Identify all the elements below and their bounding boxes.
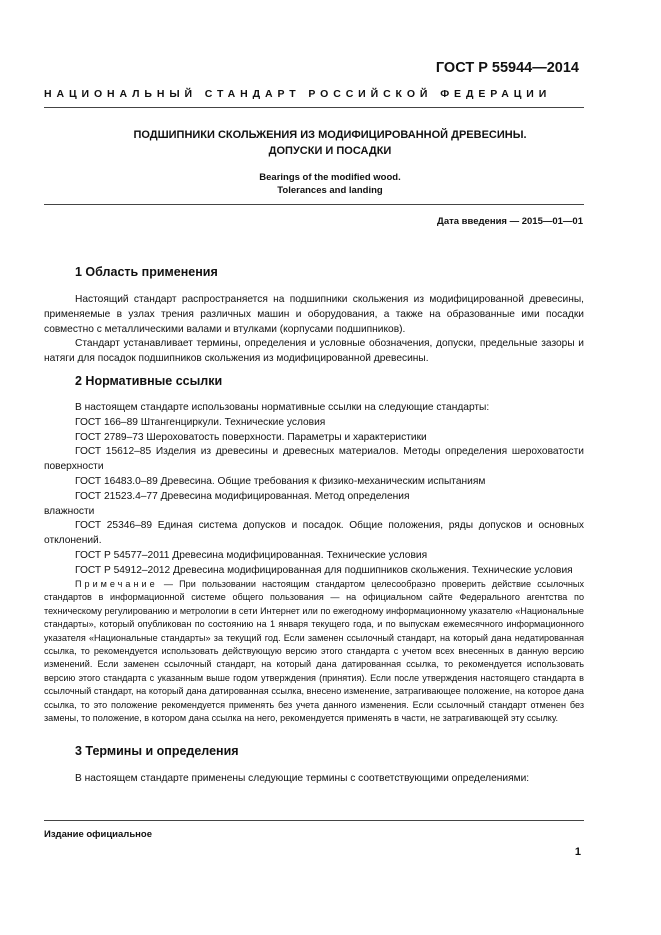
document-code: ГОСТ Р 55944—2014 xyxy=(435,60,579,76)
title-rule xyxy=(44,204,584,205)
reference-item: ГОСТ 25346–89 Единая система допусков и посадок. Общие положения, ряды допусков и основных отклонений. xyxy=(44,520,584,547)
header-rule xyxy=(44,107,584,108)
reference-item: ГОСТ Р 54912–2012 Древесина модифицированная для подшипников скольжения. Технические условия xyxy=(75,564,573,576)
section-3-intro: В настоящем стандарте применены следующие термины с соответствующими определениями: xyxy=(75,773,530,784)
references-note xyxy=(44,578,584,725)
section-1-paragraph-1: Настоящий стандарт распространяется на подшипники скольжения из модифицированной древесины, применяемые в узлах трения различных машин и оборудования, а также на образованные ими посадки совместно с металлическими валами и втулками (корпусами подшипников). xyxy=(44,294,584,335)
section-1-paragraph-2: Стандарт устанавливает термины, определения и условные обозначения, допуски, предельные зазоры и натяги для посадок подшипников скольжения из модифицированной древесины. xyxy=(44,338,584,365)
reference-item: ГОСТ 15612–85 Изделия из древесины и древесных материалов. Методы определения шероховатости поверхности xyxy=(44,446,584,473)
section-3-heading: 3 Термины и определения xyxy=(75,744,239,758)
references-intro: В настоящем стандарте использованы нормативные ссылки на следующие стандарты: xyxy=(75,402,490,413)
effective-date: Дата введения — 2015—01—01 xyxy=(437,216,583,227)
edition-label: Издание официальное xyxy=(44,829,152,840)
title-en-line1: Bearings of the modified wood. xyxy=(259,172,401,183)
reference-item: ГОСТ Р 54577–2011 Древесина модифицированная. Технические условия xyxy=(75,549,428,561)
reference-item: ГОСТ 21523.4–77 Древесина модифицированная. Метод определения xyxy=(75,490,410,502)
title-en-line2: Tolerances and landing xyxy=(277,185,383,196)
references-list xyxy=(44,401,584,579)
note-label: Примечание xyxy=(75,579,158,589)
note-text: — При пользовании настоящим стандартом целесообразно проверить действие ссылочных стандартов в информационной системе общего пользования — на официальном сайте Федерального агентства по техническому регулированию и метрологии в сети Интернет или по ежегодному информационному указателю «Национальные стандарты», который опубликован по состоянию на 1 января текущего года, и по выпускам ежемесячного информационного указателя «Национальные стандарты» за текущий год. Если заменен ссылочный стандарт, на который дана недатированная ссылка, то рекомендуется использовать действующую версию этого стандарта с учетом всех внесенных в данную версию изменений. Если заменен ссылочный стандарт, на который дана датированная ссылка, то рекомендуется использовать версию этого стандарта с указанным выше годом утверждения (принятия). Если после утверждения настоящего стандарта в ссылочный стандарт, на который дана датированная ссылка, внесено изменение, затрагивающее положение, на которое дана ссылка, то это положение рекомендуется применять без учета данного изменения. Если ссылочный стандарт отменен без замены, то положение, в котором дана ссылка на него, рекомендуется применять в части, не затрагивающей эту ссылку. xyxy=(44,579,584,724)
reference-item-wrap: влажности xyxy=(44,505,95,517)
title-ru-line2: ДОПУСКИ И ПОСАДКИ xyxy=(268,145,392,157)
reference-item: ГОСТ 2789–73 Шероховатость поверхности. Параметры и характеристики xyxy=(75,431,427,443)
section-2-heading: 2 Нормативные ссылки xyxy=(75,374,223,388)
section-3-body xyxy=(44,772,584,787)
page-number: 1 xyxy=(574,846,581,858)
reference-item: ГОСТ 166–89 Штангенциркули. Технические условия xyxy=(75,416,326,428)
title-ru-line1: ПОДШИПНИКИ СКОЛЬЖЕНИЯ ИЗ МОДИФИЦИРОВАННОЙ ДРЕВЕСИНЫ. xyxy=(133,129,527,141)
national-standard-banner: НАЦИОНАЛЬНЫЙ СТАНДАРТ РОССИЙСКОЙ ФЕДЕРАЦИИ xyxy=(44,88,552,100)
footer-rule xyxy=(44,820,584,821)
section-1-heading: 1 Область применения xyxy=(75,265,218,279)
section-1-body xyxy=(44,293,584,367)
reference-item: ГОСТ 16483.0–89 Древесина. Общие требования к физико-механическим испытаниям xyxy=(75,475,486,487)
